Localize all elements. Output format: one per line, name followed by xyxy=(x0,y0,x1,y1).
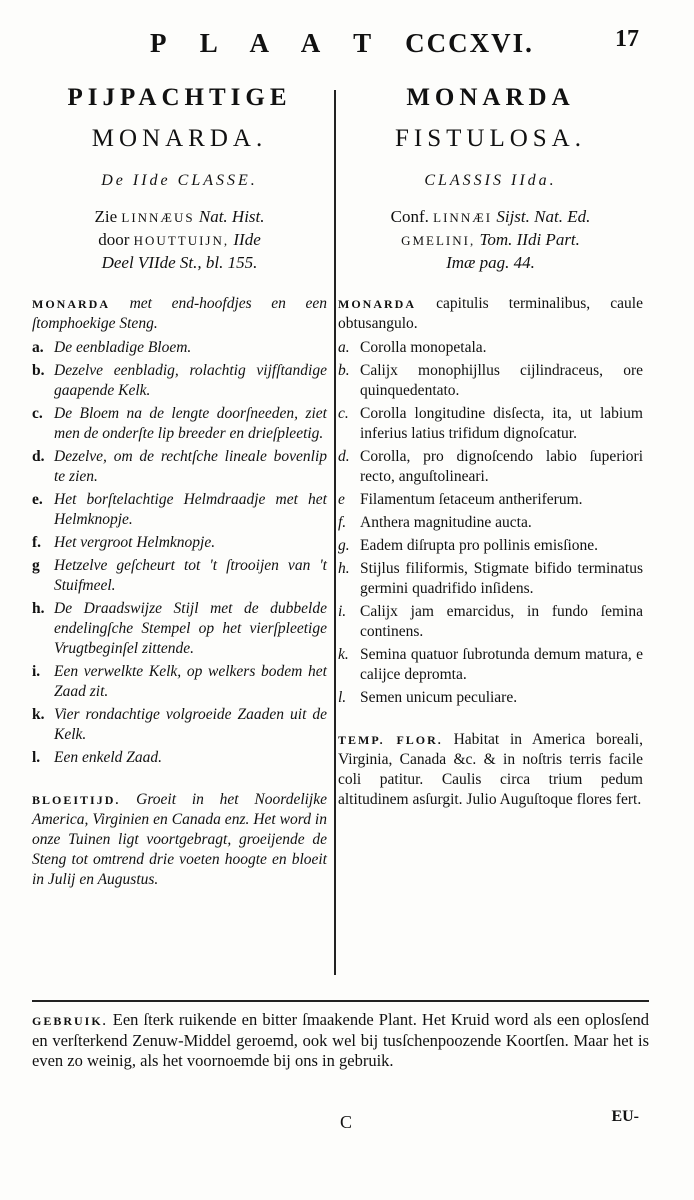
ref-door: door xyxy=(98,230,130,249)
dutch-title-line1: PIJPACHTIGE xyxy=(67,84,292,111)
description-text: met end-hoofdjes en een ſtomphoekige Steng. xyxy=(32,295,327,332)
figure-item-label: h. xyxy=(338,560,350,577)
latin-figure-list xyxy=(338,294,643,708)
figure-item-text: Corolla, pro dignoſcendo labio ſuperiori recto, anguſtolineari. xyxy=(360,448,643,485)
figure-item-label: f. xyxy=(338,514,347,531)
usage-text: Een ſterk ruikende en bitter ſmaakende Plant. Het Kruid word als een oplosſend en verſterkend Zenuw-Middel geroemd, ook wel bij tusſchenpoozende Koortſen. Maar het is even zo weinig, als het voornoemde bij ons in gebruik. xyxy=(32,1010,649,1070)
ref-author: LINNÆI xyxy=(433,210,493,225)
latin-reference xyxy=(338,206,643,274)
figure-item-label: h. xyxy=(32,600,45,617)
figure-item-text: De Draadswijze Stijl met de dubbelde endelingſche Stempel op het vierſpleetige Vrugtbeginſel zittende. xyxy=(54,600,327,657)
latin-title-line2: FISTULOSA. xyxy=(395,125,586,152)
figure-item-text: De Bloem na de lengte doorſneeden, ziet men de onderſte lip breeder en drieſpleetig. xyxy=(54,405,327,442)
figure-item-label: d. xyxy=(338,448,350,465)
figure-item-label: e. xyxy=(32,491,43,508)
signature-mark: C xyxy=(340,1112,353,1132)
figure-item xyxy=(338,536,643,556)
ref-translator: HOUTTUIJN, xyxy=(133,233,230,248)
dutch-flowering-time xyxy=(32,790,327,890)
ref-volume: Deel VIIde St., bl. 155. xyxy=(101,253,258,272)
figure-item-label: k. xyxy=(32,706,45,723)
plate-number-roman: CCCXVI. xyxy=(405,28,534,58)
figure-item-label: b. xyxy=(338,362,350,379)
figure-item-text: Vier rondachtige volgroeide Zaaden uit de Kelk. xyxy=(54,706,327,743)
horizontal-rule xyxy=(32,1000,649,1002)
figure-item-text: Een verwelkte Kelk, op welkers bodem het Zaad zit. xyxy=(54,663,327,700)
figure-item-label: e xyxy=(338,491,345,508)
plate-heading xyxy=(150,28,534,59)
figure-item-text: Eadem diſrupta pro pollinis emisſione. xyxy=(360,537,599,554)
ref-prefix: Conf. xyxy=(390,207,429,226)
figure-item xyxy=(338,559,643,599)
figure-item-label: c. xyxy=(338,405,349,422)
figure-item-label: l. xyxy=(32,749,41,766)
ref-work: Sijst. Nat. Ed. xyxy=(496,207,591,226)
figure-item xyxy=(32,533,327,553)
figure-item-label: d. xyxy=(32,448,45,465)
figure-item-text: Corolla monopetala. xyxy=(360,339,487,356)
figure-item xyxy=(32,748,327,768)
figure-item-text: Calijx monophijllus cijlindraceus, ore quinquedentato. xyxy=(360,362,643,399)
figure-item-text: Semina quatuor ſubrotunda demum matura, e calijce depromta. xyxy=(360,646,643,683)
ref-part: IIde xyxy=(233,230,261,249)
figure-item-label: g. xyxy=(338,537,350,554)
figure-item xyxy=(338,513,643,533)
figure-item xyxy=(32,404,327,444)
figure-item xyxy=(32,599,327,659)
catchword: EU- xyxy=(611,1108,639,1125)
figure-item-label: i. xyxy=(338,603,347,620)
column-divider xyxy=(334,90,336,975)
figure-item-text: Hetzelve geſcheurt tot 't ſtrooijen van 't Stuifmeel. xyxy=(54,557,327,594)
usage-paragraph xyxy=(32,1010,649,1071)
ref-prefix: Zie xyxy=(94,207,118,226)
figure-item xyxy=(32,447,327,487)
dutch-title-line2: MONARDA. xyxy=(91,125,268,152)
usage-heading: GEBRUIK. xyxy=(32,1014,108,1028)
latin-title-line1: MONARDA xyxy=(406,84,575,111)
ref-editor: GMELINI, xyxy=(401,233,476,248)
figure-item xyxy=(32,490,327,530)
figure-item xyxy=(338,645,643,685)
latin-column xyxy=(338,80,643,810)
habitat-heading: TEMP. FLOR. xyxy=(338,733,443,747)
figure-item xyxy=(32,338,327,358)
latin-description xyxy=(338,294,643,334)
figure-item xyxy=(338,447,643,487)
figure-item xyxy=(338,490,643,510)
figure-item-label: c. xyxy=(32,405,43,422)
figure-item-label: a. xyxy=(338,339,350,356)
figure-item xyxy=(338,404,643,444)
dutch-figure-list xyxy=(32,294,327,768)
figure-item xyxy=(338,688,643,708)
latin-class: CLASSIS IIda. xyxy=(424,172,557,189)
habitat-text: Habitat in America boreali, Virginia, Canada &c. & in noſtris terris facile coli patitur. Caulis circa trium pedum altitudinem asſurgit. Julio Auguſtoque flores fert. xyxy=(338,731,643,808)
figure-item-text: Dezelve, om de rechtſche lineale bovenlip te zien. xyxy=(54,448,327,485)
figure-item-text: Filamentum ſetaceum antheriferum. xyxy=(360,491,583,508)
habitat-text: Groeit in het Noordelijke America, Virginien en Canada enz. Het word in onze Tuinen ligt voortgebragt, groeijende de Steng tot omtrend drie voeten hoogte en bloeit in Julij en Augustus. xyxy=(32,791,328,888)
ref-author: LINNÆUS xyxy=(121,210,195,225)
figure-item xyxy=(32,361,327,401)
dutch-class: De IIde CLASSE. xyxy=(101,172,258,189)
figure-item-text: Semen unicum peculiare. xyxy=(360,689,518,706)
ref-page: Imæ pag. 44. xyxy=(446,253,535,272)
genus-name: MONARDA xyxy=(338,297,416,311)
figure-item-text: Calijx jam emarcidus, in fundo ſemina continens. xyxy=(360,603,643,640)
figure-item-text: Een enkeld Zaad. xyxy=(54,749,163,766)
figure-item-label: i. xyxy=(32,663,41,680)
figure-item-label: l. xyxy=(338,689,347,706)
figure-item-text: Dezelve eenbladig, rolachtig vijfſtandige gaapende Kelk. xyxy=(54,362,327,399)
dutch-column xyxy=(32,80,327,890)
page-number: 17 xyxy=(615,26,639,52)
figure-item-text: Corolla longitudine disſecta, ita, ut labium inferius latius trifidum dignoſcatur. xyxy=(360,405,643,442)
figure-item xyxy=(338,602,643,642)
figure-item-label: a. xyxy=(32,339,44,356)
figure-item xyxy=(32,662,327,702)
figure-item-text: Het borſtelachtige Helmdraadje met het Helmknopje. xyxy=(54,491,327,528)
figure-item-text: Anthera magnitudine aucta. xyxy=(360,514,532,531)
figure-item xyxy=(338,338,643,358)
figure-item-label: b. xyxy=(32,362,45,379)
figure-item xyxy=(32,705,327,745)
figure-item-label: f. xyxy=(32,534,42,551)
dutch-reference xyxy=(32,206,327,274)
figure-item xyxy=(338,361,643,401)
latin-flowering-time xyxy=(338,730,643,810)
plate-word: P L A A T xyxy=(150,28,386,58)
figure-item-text: Stijlus filiformis, Stigmate bifido terminatus germini quadrifido inſidens. xyxy=(360,560,643,597)
figure-item-label: k. xyxy=(338,646,349,663)
ref-work: Nat. Hist. xyxy=(198,207,265,226)
description-text: capitulis terminalibus, caule obtusangulo. xyxy=(338,295,643,332)
dutch-description xyxy=(32,294,327,334)
figure-item-text: De eenbladige Bloem. xyxy=(54,339,192,356)
habitat-heading: BLOEITIJD. xyxy=(32,793,121,807)
figure-item-text: Het vergroot Helmknopje. xyxy=(54,534,216,551)
genus-name: MONARDA xyxy=(32,297,110,311)
ref-part: Tom. IIdi Part. xyxy=(479,230,580,249)
figure-item xyxy=(32,556,327,596)
figure-item-label: g xyxy=(32,557,40,574)
